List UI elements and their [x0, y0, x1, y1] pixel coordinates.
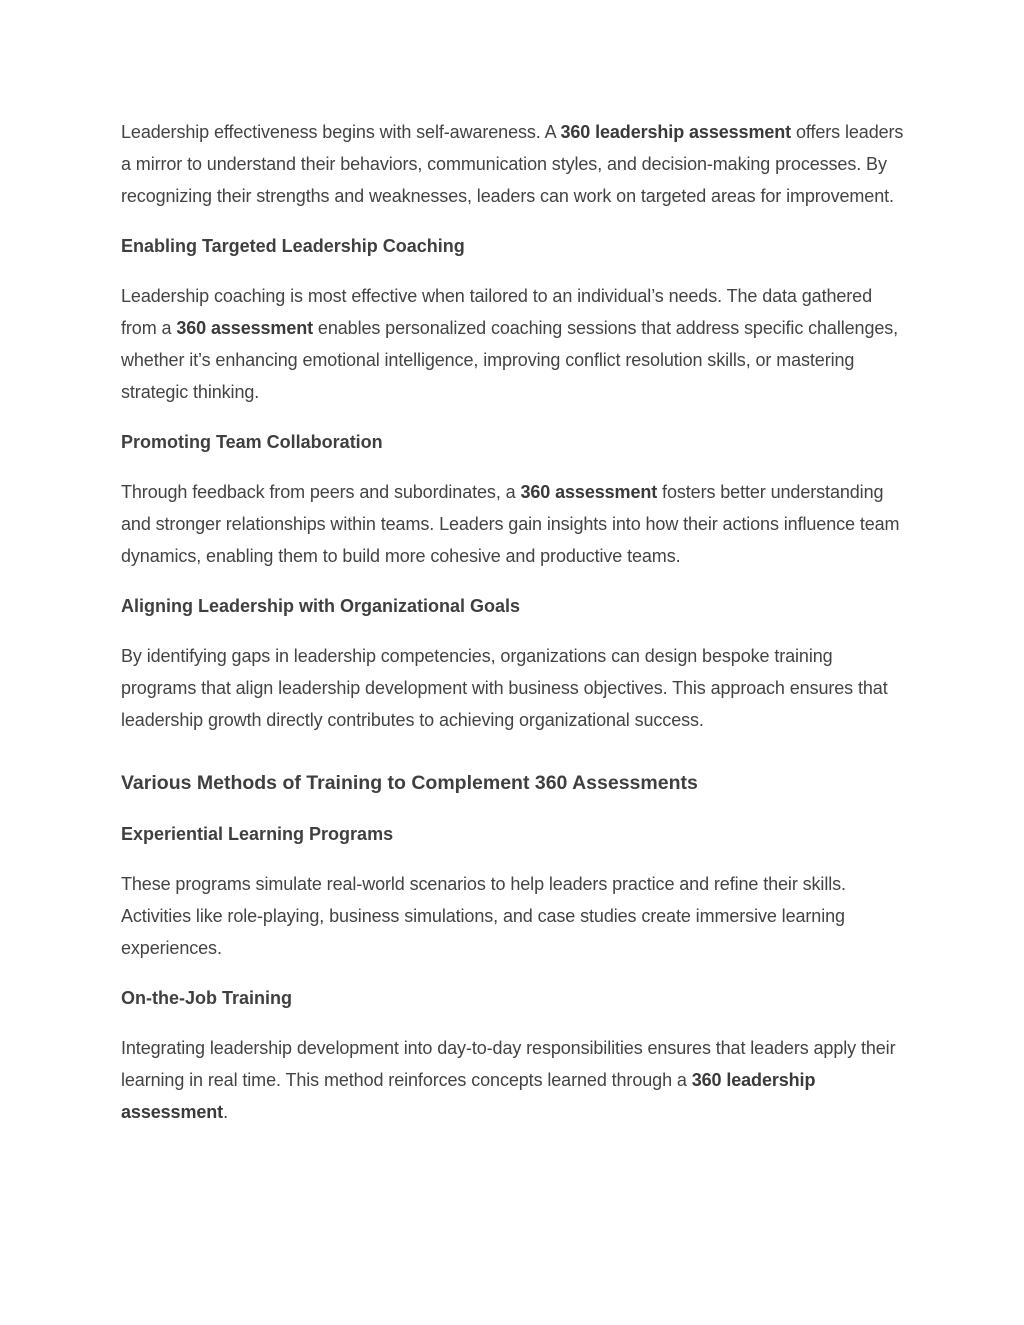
- document-page: [121, 116, 906, 1146]
- alignment-paragraph: [121, 640, 906, 736]
- methods-section-heading: Various Methods of Training to Complement 360 Assessments: [121, 772, 698, 794]
- coaching-heading: Enabling Targeted Leadership Coaching: [121, 236, 465, 256]
- coaching-text-1: Leadership coaching is most effective when tailored to an individual’s needs. The data gathered from a: [121, 286, 873, 338]
- collaboration-text-1: Through feedback from peers and subordinates, a: [121, 482, 521, 502]
- on-the-job-paragraph: [121, 1032, 906, 1128]
- on-the-job-bold-term: 360 leadership assessment: [121, 1070, 816, 1122]
- on-the-job-text-1: Integrating leadership development into day-to-day responsibilities ensures that leaders apply their learning in real time. This method reinforces concepts learned through a: [121, 1038, 896, 1090]
- coaching-bold-term: 360 assessment: [176, 318, 314, 338]
- collaboration-bold-term: 360 assessment: [520, 482, 658, 502]
- on-the-job-heading: On-the-Job Training: [121, 988, 292, 1008]
- experiential-heading: Experiential Learning Programs: [121, 824, 394, 844]
- experiential-text: These programs simulate real-world scenarios to help leaders practice and refine their skills. Activities like role-playing, business simulations, and case studies create immersive learning experiences.: [121, 874, 846, 958]
- alignment-heading: Aligning Leadership with Organizational Goals: [121, 596, 521, 616]
- experiential-paragraph: [121, 868, 906, 964]
- collaboration-heading: Promoting Team Collaboration: [121, 432, 383, 452]
- intro-text-2: offers leaders a mirror to understand their behaviors, communication styles, and decision-making processes. By recognizing their strengths and weaknesses, leaders can work on targeted areas for improvement.: [121, 122, 904, 206]
- on-the-job-text-2: .: [223, 1102, 228, 1122]
- intro-text-1: Leadership effectiveness begins with self-awareness. A: [121, 122, 561, 142]
- coaching-text-2: enables personalized coaching sessions that address specific challenges, whether it’s enhancing emotional intelligence, improving conflict resolution skills, or mastering strategic thinking.: [121, 318, 899, 402]
- alignment-text: By identifying gaps in leadership competencies, organizations can design bespoke training programs that align leadership development with business objectives. This approach ensures that leadership growth directly contributes to achieving organizational success.: [121, 646, 888, 730]
- collaboration-text-2: fosters better understanding and stronger relationships within teams. Leaders gain insights into how their actions influence team dynamics, enabling them to build more cohesive and productive teams.: [121, 482, 900, 566]
- intro-bold-term: 360 leadership assessment: [560, 122, 792, 142]
- intro-paragraph: [121, 116, 906, 212]
- coaching-paragraph: [121, 280, 906, 408]
- collaboration-paragraph: [121, 476, 906, 572]
